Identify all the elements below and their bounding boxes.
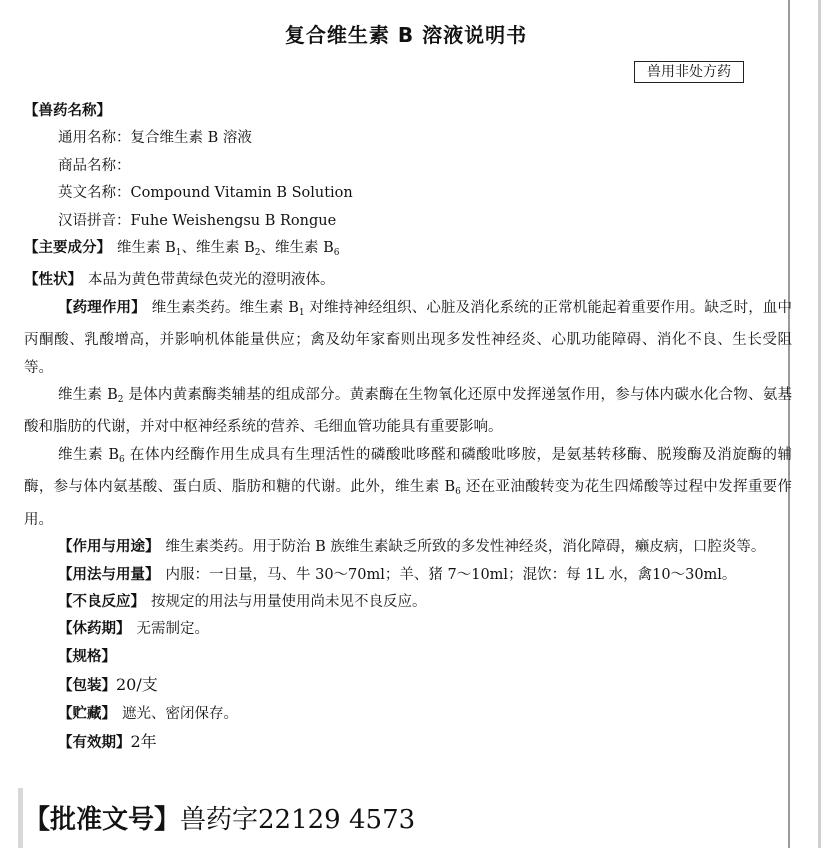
spec-line: 【规格】 [58, 648, 116, 665]
scan-edge-mark [18, 788, 23, 848]
indications-paragraph: 【作用与用途】 维生素类药。用于防治 B 族维生素缺乏所致的多发性神经炎，消化障碍，癞皮病，口腔炎等。 [58, 539, 766, 556]
pharmacology-paragraph-1: 【药理作用】 维生素类药。维生素 $B_1$ 对维持神经组织、心脏及消化系统的正常机能起着重要作用。缺乏时，血中丙酮酸、乳酸增高，并影响机体能量供应；禽及幼年家畜则出现多发性神经炎、心肌功能障碍、消化不良、生长受阻等。 [24, 299, 793, 376]
english-name-line: 英文名称：Compound Vitamin B Solution [58, 185, 353, 202]
package-line: 【包装】20/支 [58, 675, 158, 695]
dosage-line: 【用法与用量】 内服：一日量，马、牛 30～70ml；羊、猪 7～10ml；混饮：每 1L 水，禽10～30ml。 [58, 566, 737, 583]
otc-badge: 兽用非处方药 [634, 61, 744, 83]
trade-name-line: 商品名称： [58, 157, 131, 174]
withdrawal-line: 【休药期】 无需制定。 [58, 621, 209, 638]
pinyin-line: 汉语拼音：Fuhe Weishengsu B Rongue [58, 212, 337, 229]
pharmacology-paragraph-2: 维生素 $B_2$ 是体内黄素酶类辅基的组成部分。黄素酶在生物氧化还原中发挥递氢作用，参与体内碳水化合物、氨基酸和脂肪的代谢，并对中枢神经系统的营养、毛细血管功能具有重要影响。 [24, 387, 792, 436]
approval-number: 【批准文号】兽药字22129 4573 [24, 805, 416, 835]
storage-line: 【贮藏】 遮光、密闭保存。 [58, 705, 238, 722]
character-line: 【性状】 本品为黄色带黄绿色荧光的澄明液体。 [24, 272, 335, 289]
pharmacology-paragraph-3: 维生素 $B_6$ 在体内经酶作用生成具有生理活性的磷酸吡哆醛和磷酸吡哆胺，是氨基转移酶、脱羧酶及消旋酶的辅酶，参与体内氨基酸、蛋白质、脂肪和糖的代谢。此外，维生素 $B_6$ 还在亚油酸转变为花生四烯酸等过程中发挥重要作用。 [24, 446, 793, 528]
page-edge-line-outer [818, 0, 821, 848]
document-title: 复合维生素 B 溶液说明书 [284, 23, 528, 47]
generic-name-line: 通用名称：复合维生素 B 溶液 [58, 130, 252, 147]
adverse-line: 【不良反应】 按规定的用法与用量使用尚未见不良反应。 [58, 593, 427, 610]
expiry-line: 【有效期】2年 [58, 731, 157, 751]
section-name-heading: 【兽药名称】 [24, 103, 111, 119]
ingredients-line: 【主要成分】 维生素 $B_1$、维生素 $B_2$、维生素 $B_6$ [24, 240, 340, 259]
document-body [24, 98, 792, 757]
